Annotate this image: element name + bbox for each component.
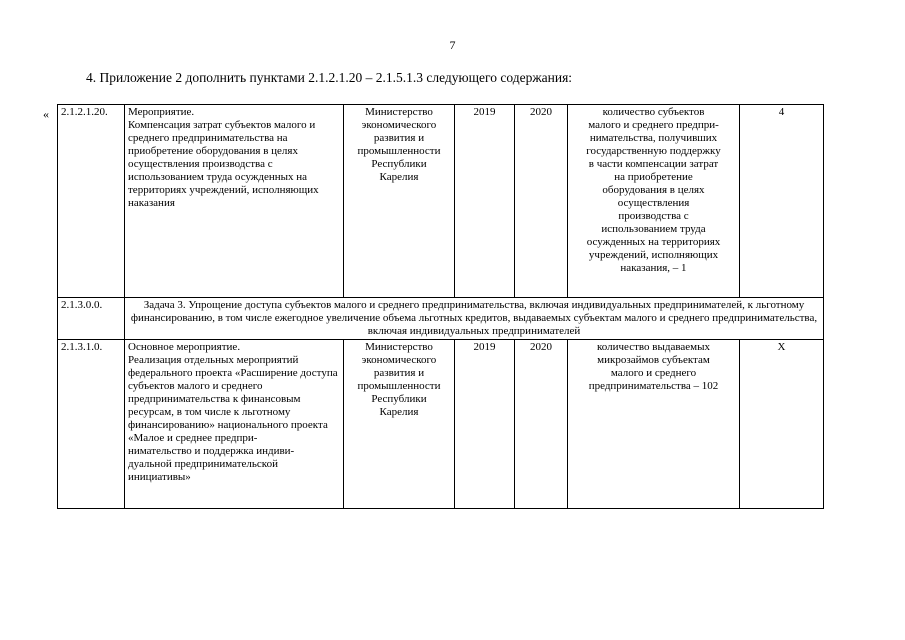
table-row bbox=[58, 298, 824, 340]
page-number: 7 bbox=[449, 38, 456, 52]
row-code: 2.1.2.1.20. bbox=[58, 105, 125, 298]
row-start-year: 2019 bbox=[455, 340, 515, 509]
row-code: 2.1.3.0.0. bbox=[58, 298, 125, 340]
row-value: Х bbox=[740, 340, 824, 509]
table-row bbox=[58, 340, 824, 509]
appendix-table bbox=[57, 104, 824, 509]
row-code: 2.1.3.1.0. bbox=[58, 340, 125, 509]
opening-quote-mark: « bbox=[43, 107, 49, 121]
row-indicator: количество субъектов малого и среднего предпри- нимательства, получивших государственную поддержку в части компенсации затрат на приобретение оборудования в целях осуществления производства с использованием труда осужденных на территориях учреждений, исполняющих наказания, – 1 bbox=[568, 105, 740, 298]
row-end-year: 2020 bbox=[515, 105, 568, 298]
task-heading: Задача 3. Упрощение доступа субъектов малого и среднего предпринимательства, включая индивидуальных предпринимателей, к льготному финансированию, в том числе ежегодное увеличение объема льготных кредитов, выдаваемых субъектам малого и среднего предпринимательства, включая индивидуальных предпринимателей bbox=[125, 298, 824, 340]
row-indicator: количество выдаваемых микрозаймов субъектам малого и среднего предпринимательства – 102 bbox=[568, 340, 740, 509]
row-executor: Министерство экономического развития и промышленности Республики Карелия bbox=[344, 105, 455, 298]
row-executor: Министерство экономического развития и промышленности Республики Карелия bbox=[344, 340, 455, 509]
row-end-year: 2020 bbox=[515, 340, 568, 509]
row-activity: Мероприятие. Компенсация затрат субъектов малого и среднего предпринимательства на приобретение оборудования в целях осуществления производства с использованием труда осужденных на территориях учреждений, исполняющих наказания bbox=[125, 105, 344, 298]
intro-paragraph: 4. Приложение 2 дополнить пунктами 2.1.2.1.20 – 2.1.5.1.3 следующего содержания: bbox=[86, 70, 573, 85]
row-activity: Основное мероприятие. Реализация отдельных мероприятий федерального проекта «Расширение доступа субъектов малого и среднего предпринимательства к финансовым ресурсам, в том числе к льготному финансированию» национального проекта «Малое и среднее предпри- нимательство и поддержка индиви- дуальной предпринимательской инициативы» bbox=[125, 340, 344, 509]
table-row bbox=[58, 105, 824, 298]
row-start-year: 2019 bbox=[455, 105, 515, 298]
row-value: 4 bbox=[740, 105, 824, 298]
